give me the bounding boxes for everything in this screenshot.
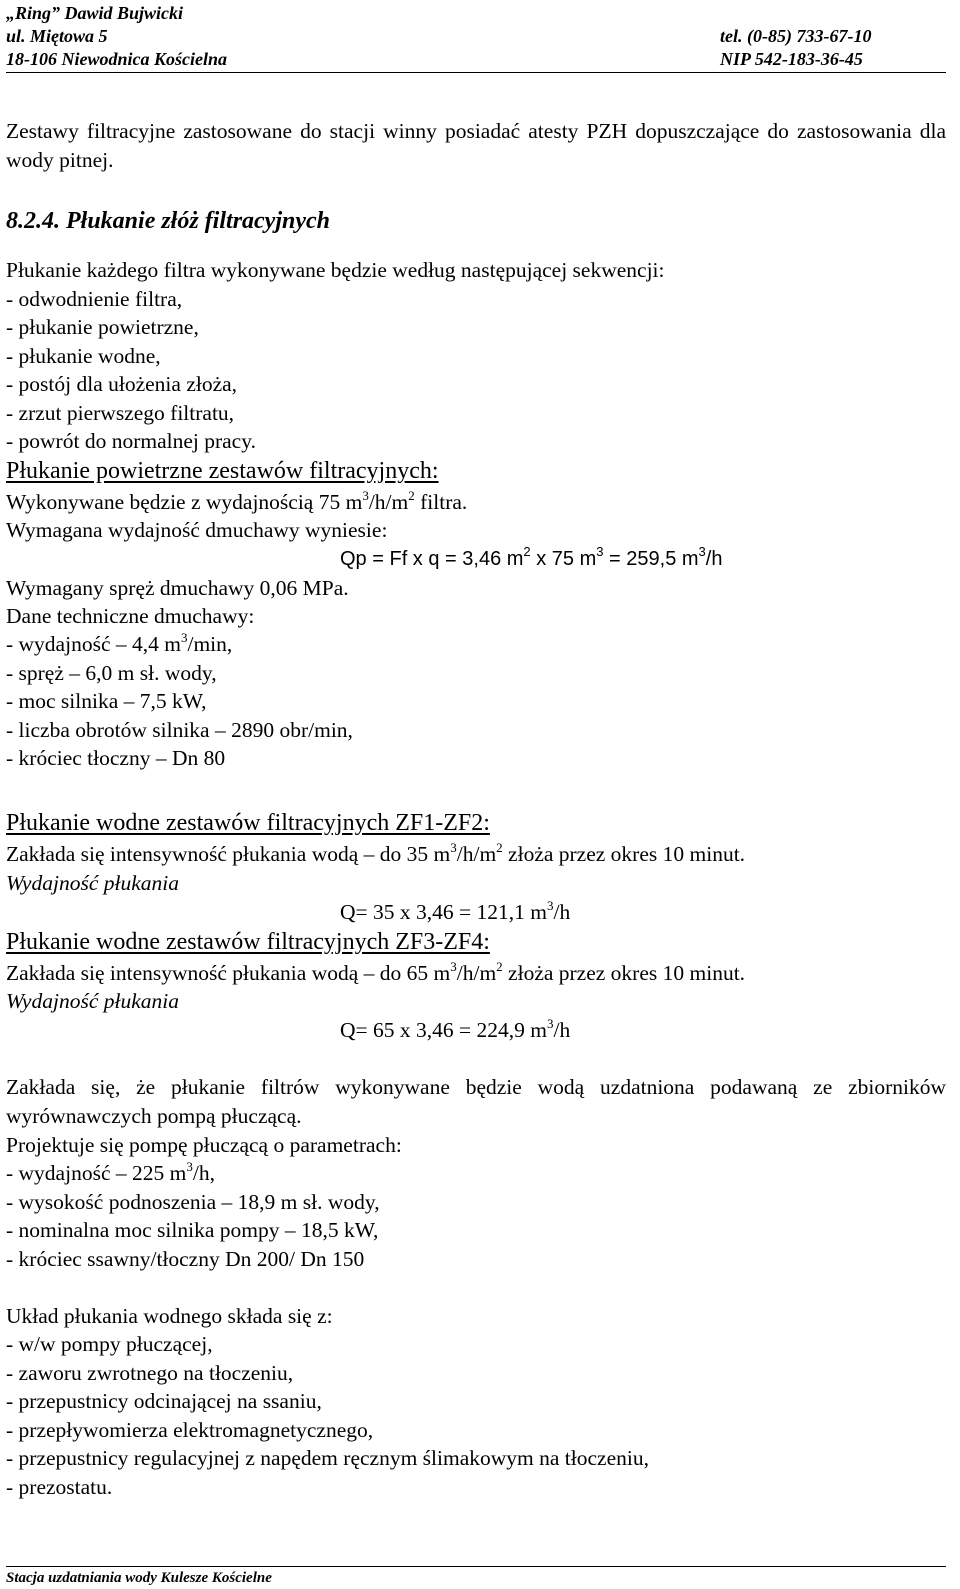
blower-requirement: Wymagana wydajność dmuchawy wyniesie:: [6, 518, 388, 542]
formula-part: /h: [553, 900, 571, 924]
formula-part: /h: [553, 1018, 571, 1042]
spec-unit: /min,: [187, 632, 233, 656]
pump-spec: - nominalna moc silnika pompy – 18,5 kW,: [6, 1218, 379, 1242]
blower-spec: [6, 631, 946, 657]
system-item: - zaworu zwrotnego na tłoczeniu,: [6, 1361, 294, 1385]
formula-part: = 259,5 m: [603, 548, 699, 570]
water-rinse-formula-zf3: [340, 1017, 570, 1043]
sequence-item: - płukanie powietrzne,: [6, 315, 199, 339]
spec-text: - wydajność – 4,4 m: [6, 632, 181, 656]
water-rinse-formula-zf1: [340, 899, 570, 925]
water-rinse-intensity-zf3: [6, 960, 946, 986]
footer-divider: [6, 1566, 946, 1567]
air-rinse-title: Płukanie powietrzne zestawów filtracyjnych:: [6, 458, 439, 484]
intensity-unit: /h/m: [456, 842, 497, 866]
system-item: - w/w pompy płuczącej,: [6, 1332, 213, 1356]
blower-spec: - króciec tłoczny – Dn 80: [6, 746, 226, 770]
system-item: - przepustnicy odcinającej na ssaniu,: [6, 1389, 322, 1413]
blower-tech-title: Dane techniczne dmuchawy:: [6, 604, 255, 628]
sequence-item: - odwodnienie filtra,: [6, 287, 183, 311]
blower-spec: - moc silnika – 7,5 kW,: [6, 689, 207, 713]
air-rate-text: Wykonywane będzie z wydajnością 75 m: [6, 490, 363, 514]
superscript: 3: [698, 544, 706, 559]
header-divider: [6, 72, 946, 73]
formula-part: Qp = Ff x q = 3,46 m: [340, 548, 524, 570]
section-title: 8.2.4. Płukanie złóż filtracyjnych: [6, 208, 330, 234]
superscript: 3: [547, 1016, 554, 1031]
blower-formula: [340, 546, 722, 572]
superscript: 3: [547, 898, 554, 913]
system-item: - prezostatu.: [6, 1475, 113, 1499]
superscript: 3: [180, 630, 188, 645]
air-rate-unit: /h/m: [368, 490, 409, 514]
formula-part: Q= 35 x 3,46 = 121,1 m: [340, 900, 548, 924]
sequence-lead: Płukanie każdego filtra wykonywane będzie według następującej sekwencji:: [6, 258, 665, 282]
blower-pressure: Wymagany spręż dmuchawy 0,06 MPa.: [6, 576, 349, 600]
superscript: 3: [450, 840, 457, 855]
superscript: 2: [523, 544, 531, 559]
superscript: 3: [450, 959, 457, 974]
system-item: - przepustnicy regulacyjnej z napędem ręcznym ślimakowym na tłoczeniu,: [6, 1446, 649, 1470]
formula-part: Q= 65 x 3,46 = 224,9 m: [340, 1018, 548, 1042]
air-rinse-rate: [6, 489, 946, 515]
sequence-item: - zrzut pierwszego filtratu,: [6, 401, 235, 425]
company-nip: NIP 542-183-36-45: [720, 49, 863, 69]
intro-paragraph: Zestawy filtracyjne zastosowane do stacji winny posiadać atesty PZH dopuszczające do zastosowania dla wody pitnej.: [6, 119, 946, 172]
superscript: 2: [496, 959, 503, 974]
company-name: „Ring” Dawid Bujwicki: [6, 3, 184, 23]
intensity-tail: złoża przez okres 10 minut.: [502, 842, 746, 866]
sequence-item: - płukanie wodne,: [6, 344, 161, 368]
superscript: 3: [186, 1159, 193, 1174]
formula-part: /h: [705, 548, 723, 570]
pump-spec: - króciec ssawny/tłoczny Dn 200/ Dn 150: [6, 1247, 365, 1271]
intensity-tail: złoża przez okres 10 minut.: [502, 961, 746, 985]
water-rinse-intensity-zf1: [6, 841, 946, 867]
spec-unit: /h,: [192, 1161, 215, 1185]
company-street: ul. Miętowa 5: [6, 26, 108, 46]
blower-spec: - spręż – 6,0 m sł. wody,: [6, 661, 217, 685]
blower-spec: - liczba obrotów silnika – 2890 obr/min,: [6, 718, 353, 742]
superscript: 2: [408, 488, 415, 503]
system-lead: Układ płukania wodnego składa się z:: [6, 1304, 333, 1328]
pump-design-lead: Projektuje się pompę płuczącą o parametrach:: [6, 1133, 402, 1157]
company-phone: tel. (0-85) 733-67-10: [720, 26, 872, 46]
pump-spec: - wysokość podnoszenia – 18,9 m sł. wody,: [6, 1190, 380, 1214]
superscript: 2: [496, 840, 503, 855]
superscript: 3: [596, 544, 604, 559]
sequence-item: - postój dla ułożenia złoża,: [6, 372, 238, 396]
intensity-unit: /h/m: [456, 961, 497, 985]
water-rinse-title-zf3: Płukanie wodne zestawów filtracyjnych ZF3-ZF4:: [6, 929, 490, 955]
company-city: 18-106 Niewodnica Kościelna: [6, 49, 227, 69]
water-rinse-label-zf3: Wydajność płukania: [6, 989, 179, 1013]
superscript: 3: [362, 488, 369, 503]
air-rate-tail: filtra.: [414, 490, 468, 514]
system-item: - przepływomierza elektromagnetycznego,: [6, 1418, 374, 1442]
pump-assumption: Zakłada się, że płukanie filtrów wykonywane będzie wodą uzdatniona podawaną ze zbiorników wyrównawczych pompą płuczącą.: [6, 1075, 946, 1128]
formula-part: x 75 m: [530, 548, 597, 570]
sequence-item: - powrót do normalnej pracy.: [6, 429, 256, 453]
spec-text: - wydajność – 225 m: [6, 1161, 187, 1185]
pump-spec: [6, 1160, 946, 1186]
intensity-text: Zakłada się intensywność płukania wodą – do 65 m: [6, 961, 451, 985]
intensity-text: Zakłada się intensywność płukania wodą – do 35 m: [6, 842, 451, 866]
water-rinse-title-zf1: Płukanie wodne zestawów filtracyjnych ZF1-ZF2:: [6, 810, 490, 836]
water-rinse-label-zf1: Wydajność płukania: [6, 871, 179, 895]
footer-text: Stacja uzdatniania wody Kulesze Kościelne: [6, 1570, 272, 1586]
